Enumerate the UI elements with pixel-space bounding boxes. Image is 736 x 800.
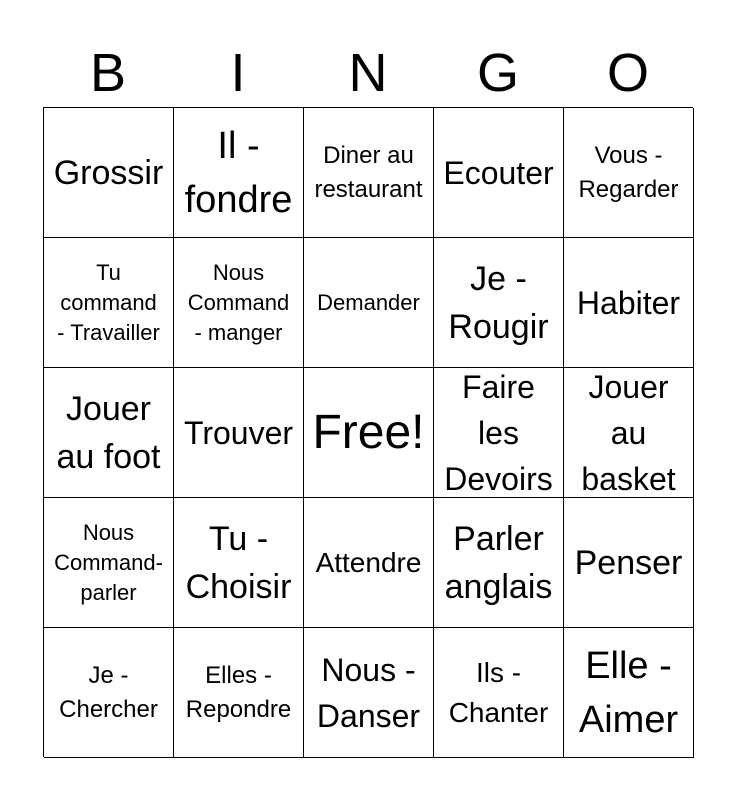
header-letter-b: B (89, 43, 127, 103)
bingo-board (43, 107, 693, 757)
bingo-cell[interactable]: Trouver (174, 368, 304, 498)
bingo-cell[interactable]: Diner au restaurant (304, 108, 434, 238)
bingo-cell[interactable]: Grossir (44, 108, 174, 238)
header-letter-o: O (606, 43, 649, 103)
bingo-cell[interactable]: Nous Command - manger (174, 238, 304, 368)
bingo-cell[interactable]: Tu command - Travailler (44, 238, 174, 368)
bingo-cell[interactable]: Je - Rougir (434, 238, 564, 368)
bingo-cell[interactable]: Nous Command- parler (44, 498, 174, 628)
bingo-cell[interactable]: Je - Chercher (44, 628, 174, 758)
bingo-cell[interactable]: Vous - Regarder (564, 108, 694, 238)
bingo-cell[interactable]: Elle - Aimer (564, 628, 694, 758)
bingo-cell[interactable]: Tu - Choisir (174, 498, 304, 628)
free-cell[interactable]: Free! (304, 368, 434, 498)
header-letter-n: N (348, 43, 388, 103)
bingo-cell[interactable]: Nous - Danser (304, 628, 434, 758)
bingo-cell[interactable]: Parler anglais (434, 498, 564, 628)
bingo-cell[interactable]: Penser (564, 498, 694, 628)
bingo-cell[interactable]: Faire les Devoirs (434, 368, 564, 498)
bingo-cell[interactable]: Ecouter (434, 108, 564, 238)
header-letter-g: G (476, 43, 519, 103)
bingo-cell[interactable]: Habiter (564, 238, 694, 368)
bingo-cell[interactable]: Jouer au basket (564, 368, 694, 498)
bingo-cell[interactable]: Elles - Repondre (174, 628, 304, 758)
bingo-header (43, 38, 693, 108)
bingo-cell[interactable]: Il - fondre (174, 108, 304, 238)
header-letter-i: I (230, 43, 246, 103)
bingo-cell[interactable]: Ils - Chanter (434, 628, 564, 758)
bingo-cell[interactable]: Demander (304, 238, 434, 368)
bingo-cell[interactable]: Attendre (304, 498, 434, 628)
bingo-cell[interactable]: Jouer au foot (44, 368, 174, 498)
